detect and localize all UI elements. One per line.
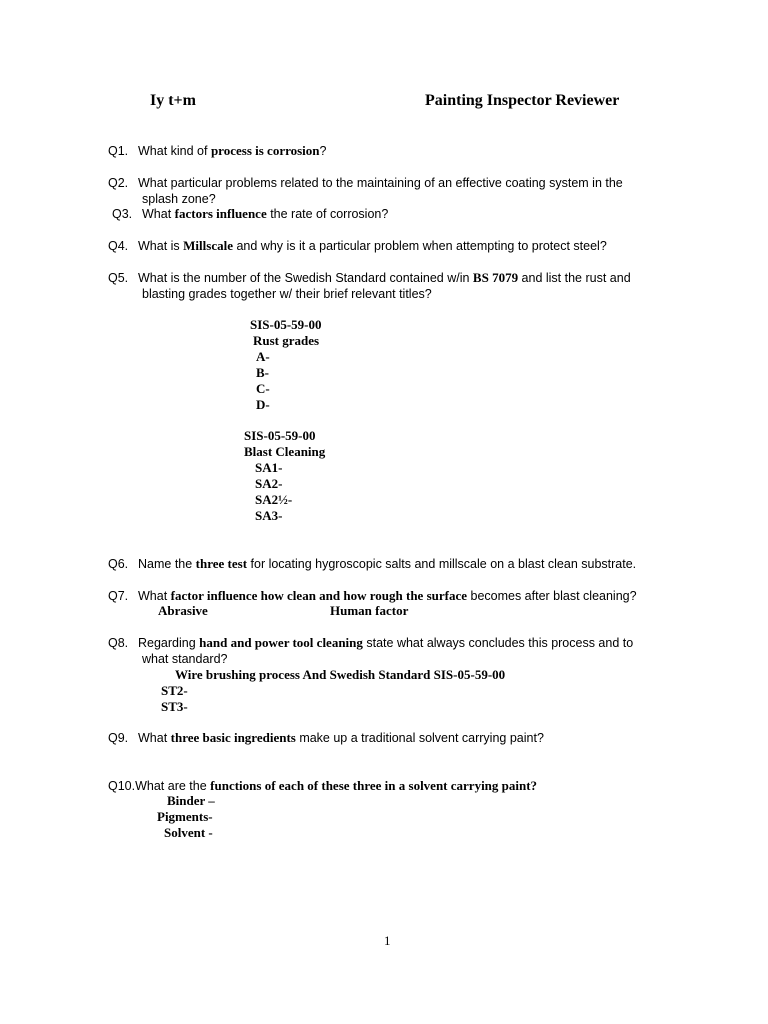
answer-text: Human factor [330,603,409,618]
question-text: What kind of process is corrosion? [138,143,327,158]
question-text: What factor influence how clean and how rough the surface becomes after blast cleaning? [138,588,637,603]
blast-grade-item: SA3- [255,508,283,523]
question-text: What is Millscale and why is it a particular problem when attempting to protect steel? [138,238,607,253]
paint-ingredient-item: Binder – [167,793,215,808]
question-text: What factors influence the rate of corrosion? [142,206,389,221]
question-text-continued: splash zone? [142,192,216,206]
rust-grade-item: D- [256,397,270,412]
question-text: What is the number of the Swedish Standard contained w/in BS 7079 and list the rust and [138,270,631,285]
question-number: Q9. [108,731,129,745]
answer-text: Wire brushing process And Swedish Standard SIS-05-59-00 [175,667,506,682]
rust-grades-heading: Rust grades [253,333,320,348]
paint-ingredient-item: Solvent - [164,825,213,840]
blast-grade-item: SA2½- [255,492,293,507]
question-text: What three basic ingredients make up a traditional solvent carrying paint? [138,730,544,745]
question-number: Q6. [108,557,129,571]
question-number: Q5. [108,271,129,285]
rust-grade-item: A- [256,349,270,364]
document-title: Painting Inspector Reviewer [425,92,620,109]
question-number: Q7. [108,589,129,603]
answer-text: Abrasive [158,603,208,618]
question-text: What particular problems related to the maintaining of an effective coating system in the [138,176,623,190]
question-number: Q3. [112,207,133,221]
blast-standard-code: SIS-05-59-00 [244,428,316,443]
question-number: Q8. [108,636,129,650]
blast-cleaning-heading: Blast Cleaning [244,444,326,459]
blast-grade-item: SA2- [255,476,283,491]
question-number: Q1. [108,144,129,158]
question-text-continued: what standard? [142,652,228,666]
rust-standard-code: SIS-05-59-00 [250,317,322,332]
page-number: 1 [384,933,391,948]
question-text: Name the three test for locating hygroscopic salts and millscale on a blast clean substrate. [138,556,637,571]
paint-ingredient-item: Pigments- [157,809,213,824]
tool-grade-item: ST2- [161,683,188,698]
document-subtitle: Iy t+m [150,92,196,109]
tool-grade-item: ST3- [161,699,188,714]
question-text-continued: blasting grades together w/ their brief relevant titles? [142,287,432,301]
question-text: Regarding hand and power tool cleaning state what always concludes this process and to [138,635,634,650]
question-number: Q2. [108,176,129,190]
question-number: Q4. [108,239,129,253]
rust-grade-item: C- [256,381,270,396]
rust-grade-item: B- [256,365,269,380]
question-text: Q10.What are the functions of each of these three in a solvent carrying paint? [108,778,538,793]
blast-grade-item: SA1- [255,460,283,475]
